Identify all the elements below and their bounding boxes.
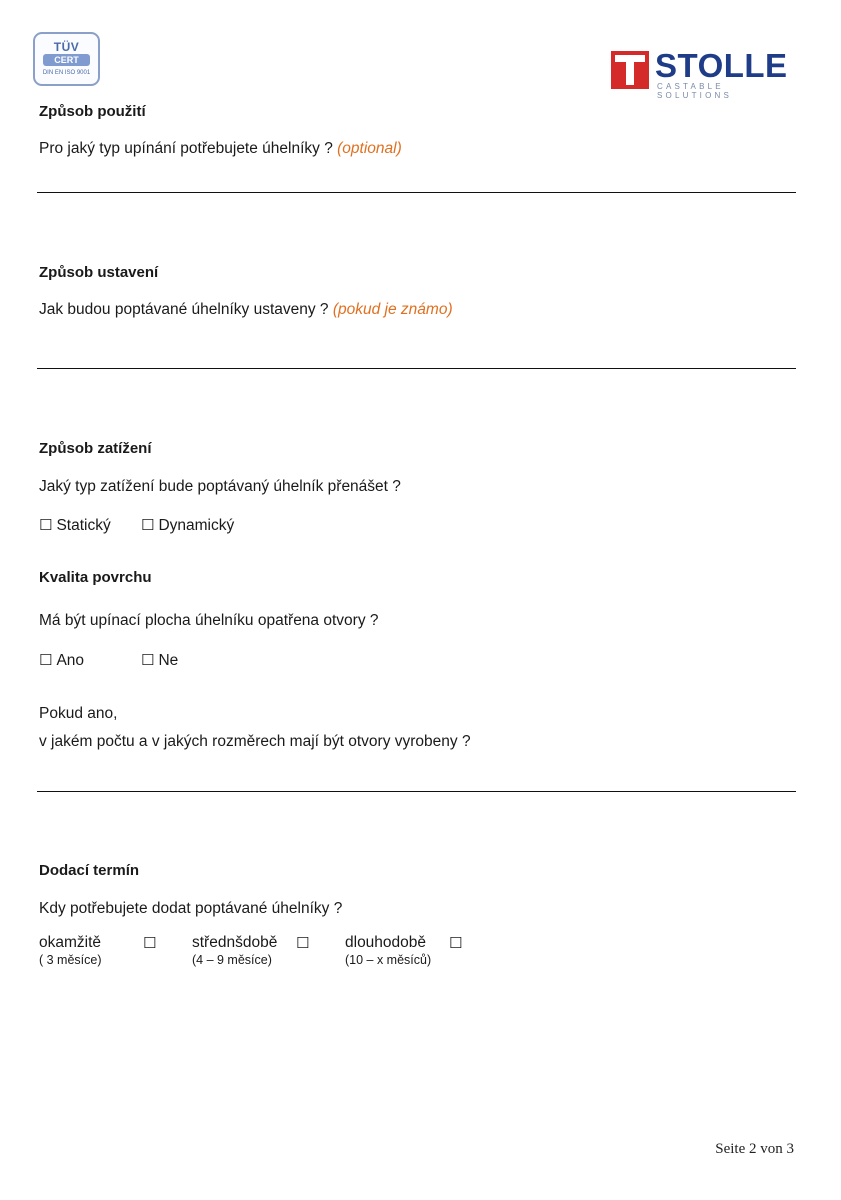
page-number: Seite 2 von 3 [715,1141,794,1157]
section-heading-setup: Způsob ustavení [39,264,159,281]
delivery-option-long [345,934,431,967]
question-load: Jaký typ zatížení bude poptávaný úhelník přenášet ? [39,478,401,495]
delivery-option-medium [192,934,277,967]
option-label-static: Statický [56,517,111,534]
checkbox-icon[interactable]: ☐ [296,934,310,952]
checkbox-icon[interactable]: ☐ [143,934,157,952]
tuv-cert-logo [33,32,100,86]
question-usage-hint: (optional) [337,140,402,157]
stolle-mark-icon [611,51,649,89]
checkbox-icon[interactable]: ☐ [141,651,155,669]
section-heading-delivery: Dodací termín [39,862,140,879]
option-sub-long: (10 – x měsíců) [345,953,432,967]
question-delivery: Kdy potřebujete dodat poptávané úhelníky ? [39,900,343,917]
tuv-logo-line1: TÜV [53,40,80,54]
checkbox-icon[interactable]: ☐ [449,934,463,952]
section-heading-load: Způsob zatížení [39,440,152,457]
question-usage [39,140,402,158]
option-label-long: dlouhodobě [345,934,427,951]
checkbox-option-static[interactable] [39,516,111,535]
option-label-immediate: okamžitě [39,934,102,951]
answer-line-surface[interactable] [37,791,796,792]
option-label-dynamic: Dynamický [158,517,235,534]
stolle-logo-name: STOLLE [655,47,788,84]
option-sub-immediate: ( 3 měsíce) [39,953,102,967]
question-setup-text: Jak budou poptávané úhelníky ustaveny ? [39,301,329,318]
delivery-option-immediate [39,934,102,967]
question-setup-hint: (pokud je známo) [332,301,453,318]
followup-surface-line1: Pokud ano, [39,705,118,722]
tuv-logo-line2: CERT [43,54,90,66]
checkbox-icon[interactable]: ☐ [39,516,53,534]
option-label-medium: střednšdobě [192,934,278,951]
followup-surface-line2: v jakém počtu a v jakých rozměrech mají být otvory vyrobeny ? [39,733,471,750]
checkbox-option-no[interactable] [141,651,178,670]
section-heading-surface: Kvalita povrchu [39,569,152,586]
checkbox-icon[interactable]: ☐ [141,516,155,534]
option-sub-medium: (4 – 9 měsíce) [192,953,272,967]
option-label-yes: Ano [56,652,85,669]
question-usage-text: Pro jaký typ upínání potřebujete úhelníky ? [39,140,333,157]
checkbox-icon[interactable]: ☐ [39,651,53,669]
answer-line-setup[interactable] [37,368,796,369]
checkbox-option-yes[interactable] [39,651,84,670]
answer-line-usage[interactable] [37,192,796,193]
question-setup [39,301,453,319]
tuv-logo-line3: DIN EN ISO 9001 [42,70,91,76]
option-label-no: Ne [158,652,179,669]
stolle-logo [611,47,791,100]
stolle-logo-tagline: CASTABLE SOLUTIONS [657,82,733,100]
section-heading-usage: Způsob použití [39,103,146,120]
checkbox-option-dynamic[interactable] [141,516,234,535]
question-surface: Má být upínací plocha úhelníku opatřena otvory ? [39,612,379,629]
